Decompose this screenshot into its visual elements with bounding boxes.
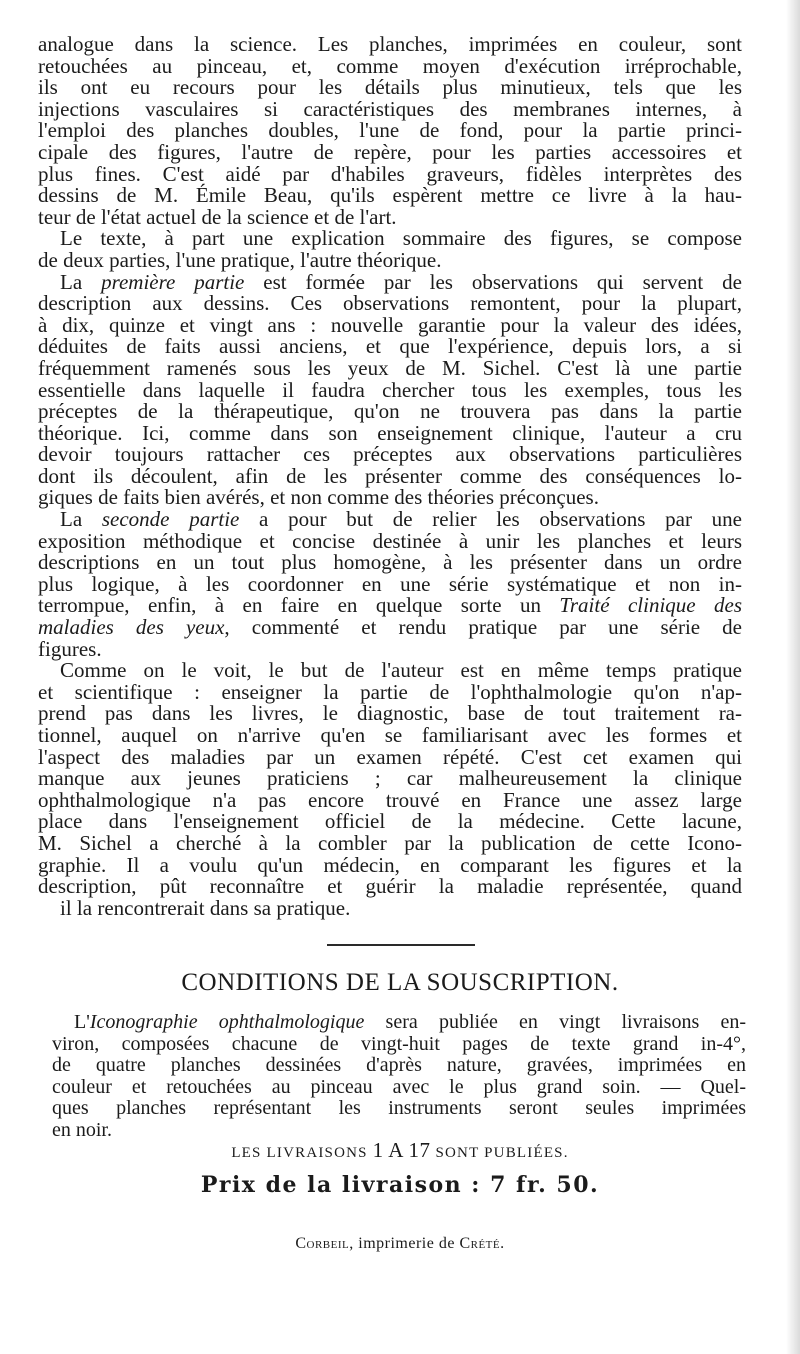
livraisons-notice xyxy=(0,1140,800,1163)
text-line: viron, composées chacune de vingt-huit pages de texte grand in-4°, xyxy=(52,1032,746,1055)
text-run: L' xyxy=(74,1011,90,1033)
printer-text: , imprimerie de xyxy=(349,1235,460,1252)
text-line: théorique. Ici, comme dans son enseignement clinique, l'auteur a cru xyxy=(38,420,742,445)
text-line: plus fines. C'est aidé par d'habiles graveurs, fidèles interprètes des xyxy=(38,161,742,186)
text-line: plus logique, à les coordonner en une série systématique et non in- xyxy=(38,571,742,596)
text-line: préceptes de la thérapeutique, qu'on ne trouvera pas dans la partie xyxy=(38,399,742,424)
text-line: Comme on le voit, le but de l'auteur est en même temps pratique xyxy=(60,658,742,683)
text-run: La xyxy=(60,269,102,294)
text-line xyxy=(38,617,742,639)
printer-end: . xyxy=(500,1235,505,1252)
text-line: injections vasculaires si caractéristiques des membranes internes, à xyxy=(38,96,742,121)
printer-imprint xyxy=(0,1234,800,1254)
text-line xyxy=(38,509,742,531)
price-line: Prix de la livraison : 7 fr. 50. xyxy=(200,1172,600,1198)
text-line: giques de faits bien avérés, et non comme des théories préconçues. xyxy=(38,485,599,510)
livraisons-status: SONT PUBLIÉES. xyxy=(435,1145,569,1161)
italic-title: Iconographie ophthalmologique xyxy=(89,1011,365,1033)
text-line xyxy=(38,595,742,617)
italic-title: maladies des yeux xyxy=(38,615,225,640)
text-line: analogue dans la science. Les planches, imprimées en couleur, sont xyxy=(38,32,742,56)
text-line: cipale des figures, l'autre de repère, pour les parties accessoires et xyxy=(38,139,742,164)
text-line: M. Sichel a cherché à la combler par la publication de cette Icono- xyxy=(38,830,742,855)
text-line: teur de l'état actuel de la science et de l'art. xyxy=(38,204,397,229)
text-line: déduites de faits aussi anciens, et que l'expérience, depuis lors, a si xyxy=(38,334,742,359)
text-line: de deux parties, l'une pratique, l'autre théorique. xyxy=(38,247,442,272)
text-line: il la rencontrerait dans sa pratique. xyxy=(60,895,351,920)
text-line: ques planches représentant les instruments seront seules imprimées xyxy=(52,1097,746,1119)
text-line: exposition méthodique et concise destinée à unir les planches et leurs xyxy=(38,528,742,553)
text-line: de quatre planches dessinées d'après nature, gravées, imprimées en xyxy=(52,1054,746,1076)
printer-owner: Crété xyxy=(459,1235,501,1252)
text-line: l'aspect des maladies par un examen répété. C'est cet examen qui xyxy=(38,744,742,769)
text-line: retouchées au pinceau, et, comme moyen d'exécution irréprochable, xyxy=(38,53,742,78)
text-line: tionnel, auquel on n'arrive qu'en se familiarisant avec les formes et xyxy=(38,723,742,747)
italic-term: seconde partie xyxy=(101,507,240,532)
text-line: manque aux jeunes praticiens ; car malheureusement la clinique xyxy=(38,766,742,791)
prospectus-body xyxy=(38,34,742,919)
text-line: couleur et retouchées au pinceau avec le plus grand soin. — Quel- xyxy=(52,1075,746,1098)
text-run: , commenté et rendu pratique par une série de xyxy=(224,615,742,640)
text-line: essentielle dans laquelle il faudra chercher tous les exemples, tous les xyxy=(38,377,742,402)
conditions-text xyxy=(52,1012,746,1141)
italic-term: première partie xyxy=(101,269,245,294)
text-line xyxy=(52,1012,746,1034)
italic-title: Traité clinique des xyxy=(559,593,742,618)
text-line: description, pût reconnaître et guérir la maladie représentée, quand xyxy=(38,874,742,899)
text-line: place dans l'enseignement officiel de la médecine. Cette lacune, xyxy=(38,809,742,834)
text-line xyxy=(38,269,742,294)
text-line: graphie. Il a voulu qu'un médecin, en comparant les figures et la xyxy=(38,852,742,877)
text-run: terrompue, enfin, à en faire en quelque sorte un xyxy=(38,593,560,618)
text-line: descriptions en un tout plus homogène, à les présenter dans un ordre xyxy=(38,550,742,575)
text-line: dont ils découlent, afin de les présenter comme des conséquences lo- xyxy=(38,463,742,488)
text-line: l'emploi des planches doubles, l'une de fond, pour la partie princi- xyxy=(38,118,742,143)
text-line: ils ont eu recours pour les détails plus minutieux, tels que les xyxy=(38,75,742,100)
text-run: La xyxy=(60,507,102,532)
section-divider xyxy=(327,944,475,946)
text-line: figures. xyxy=(38,636,102,661)
printer-city: Corbeil xyxy=(295,1235,350,1252)
text-line: à dix, quinze et vingt ans : nouvelle garantie pour la valeur des idées, xyxy=(38,312,742,337)
text-line: en noir. xyxy=(52,1118,112,1141)
text-run: sera publiée en vingt livraisons en- xyxy=(364,1011,746,1033)
text-line: devoir toujours rattacher ces préceptes aux observations particulières xyxy=(38,442,742,467)
text-run: a pour but de relier les observations par une xyxy=(239,507,743,532)
text-line: ophthalmologique n'a pas encore trouvé en France une assez large xyxy=(38,787,742,812)
conditions-heading: CONDITIONS DE LA SOUSCRIPTION. xyxy=(181,969,619,996)
text-line: dessins de M. Émile Beau, qu'ils espèrent mettre ce livre à la hau- xyxy=(38,183,742,208)
livraisons-label: LES LIVRAISONS xyxy=(231,1145,368,1161)
text-line: description aux dessins. Ces observations remontent, pour la plupart, xyxy=(38,291,742,316)
text-line: fréquemment ramenés sous les yeux de M. Sichel. C'est là une partie xyxy=(38,355,742,380)
text-line: prend pas dans les livres, le diagnostic, base de tout traitement ra- xyxy=(38,701,742,726)
text-line: Le texte, à part une explication sommaire des figures, se compose xyxy=(60,226,742,251)
text-run: est formée par les observations qui servent de xyxy=(244,269,742,294)
text-line: et scientifique : enseigner la partie de l'ophthalmologie qu'on n'ap- xyxy=(38,679,742,704)
livraisons-range: 1 A 17 xyxy=(372,1138,431,1162)
